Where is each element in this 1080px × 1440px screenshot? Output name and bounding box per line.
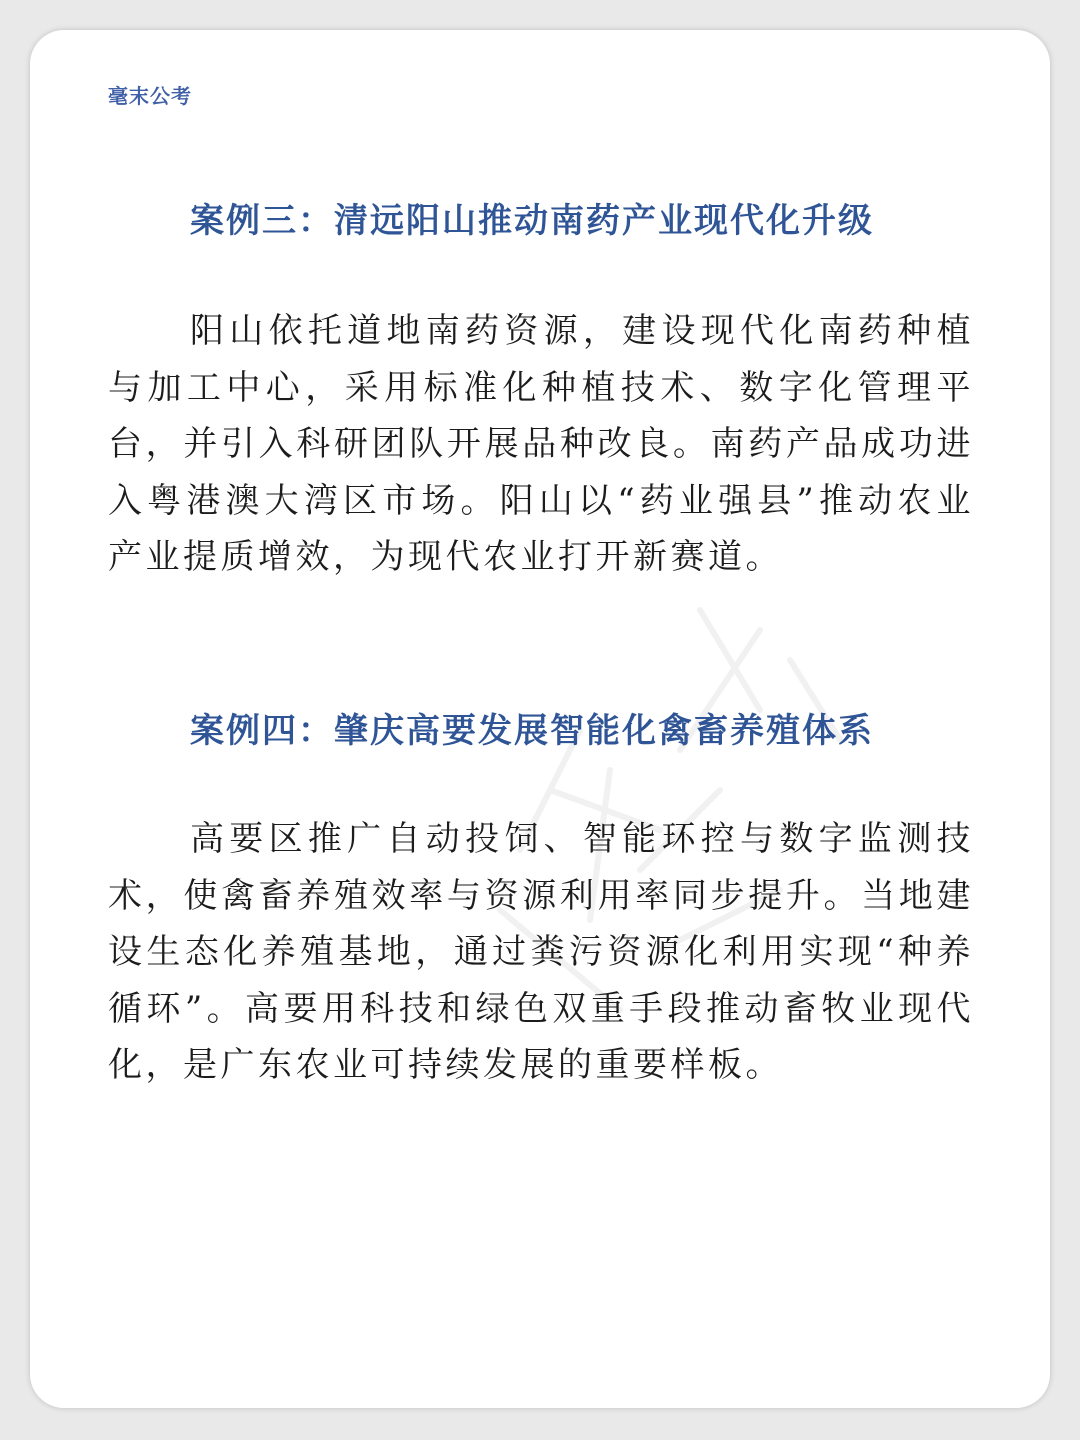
section-heading: 案例三：清远阳山推动南药产业现代化升级	[190, 201, 874, 241]
section-heading: 案例四：肇庆高要发展智能化禽畜养殖体系	[190, 711, 874, 751]
page-card	[30, 30, 1050, 1408]
brand-label: 毫末公考	[108, 84, 192, 108]
section-body: 高要区推广自动投饲、智能环控与数字监测技术，使禽畜养殖效率与资源利用率同步提升。当地建设生态化养殖基地，通过粪污资源化利用实现“种养循环”。高要用科技和绿色双重手段推动畜牧业现代化，是广东农业可持续发展的重要样板。	[108, 819, 974, 1085]
section-body: 阳山依托道地南药资源，建设现代化南药种植与加工中心，采用标准化种植技术、数字化管理平台，并引入科研团队开展品种改良。南药产品成功进入粤港澳大湾区市场。阳山以“药业强县”推动农业产业提质增效，为现代农业打开新赛道。	[108, 311, 974, 577]
